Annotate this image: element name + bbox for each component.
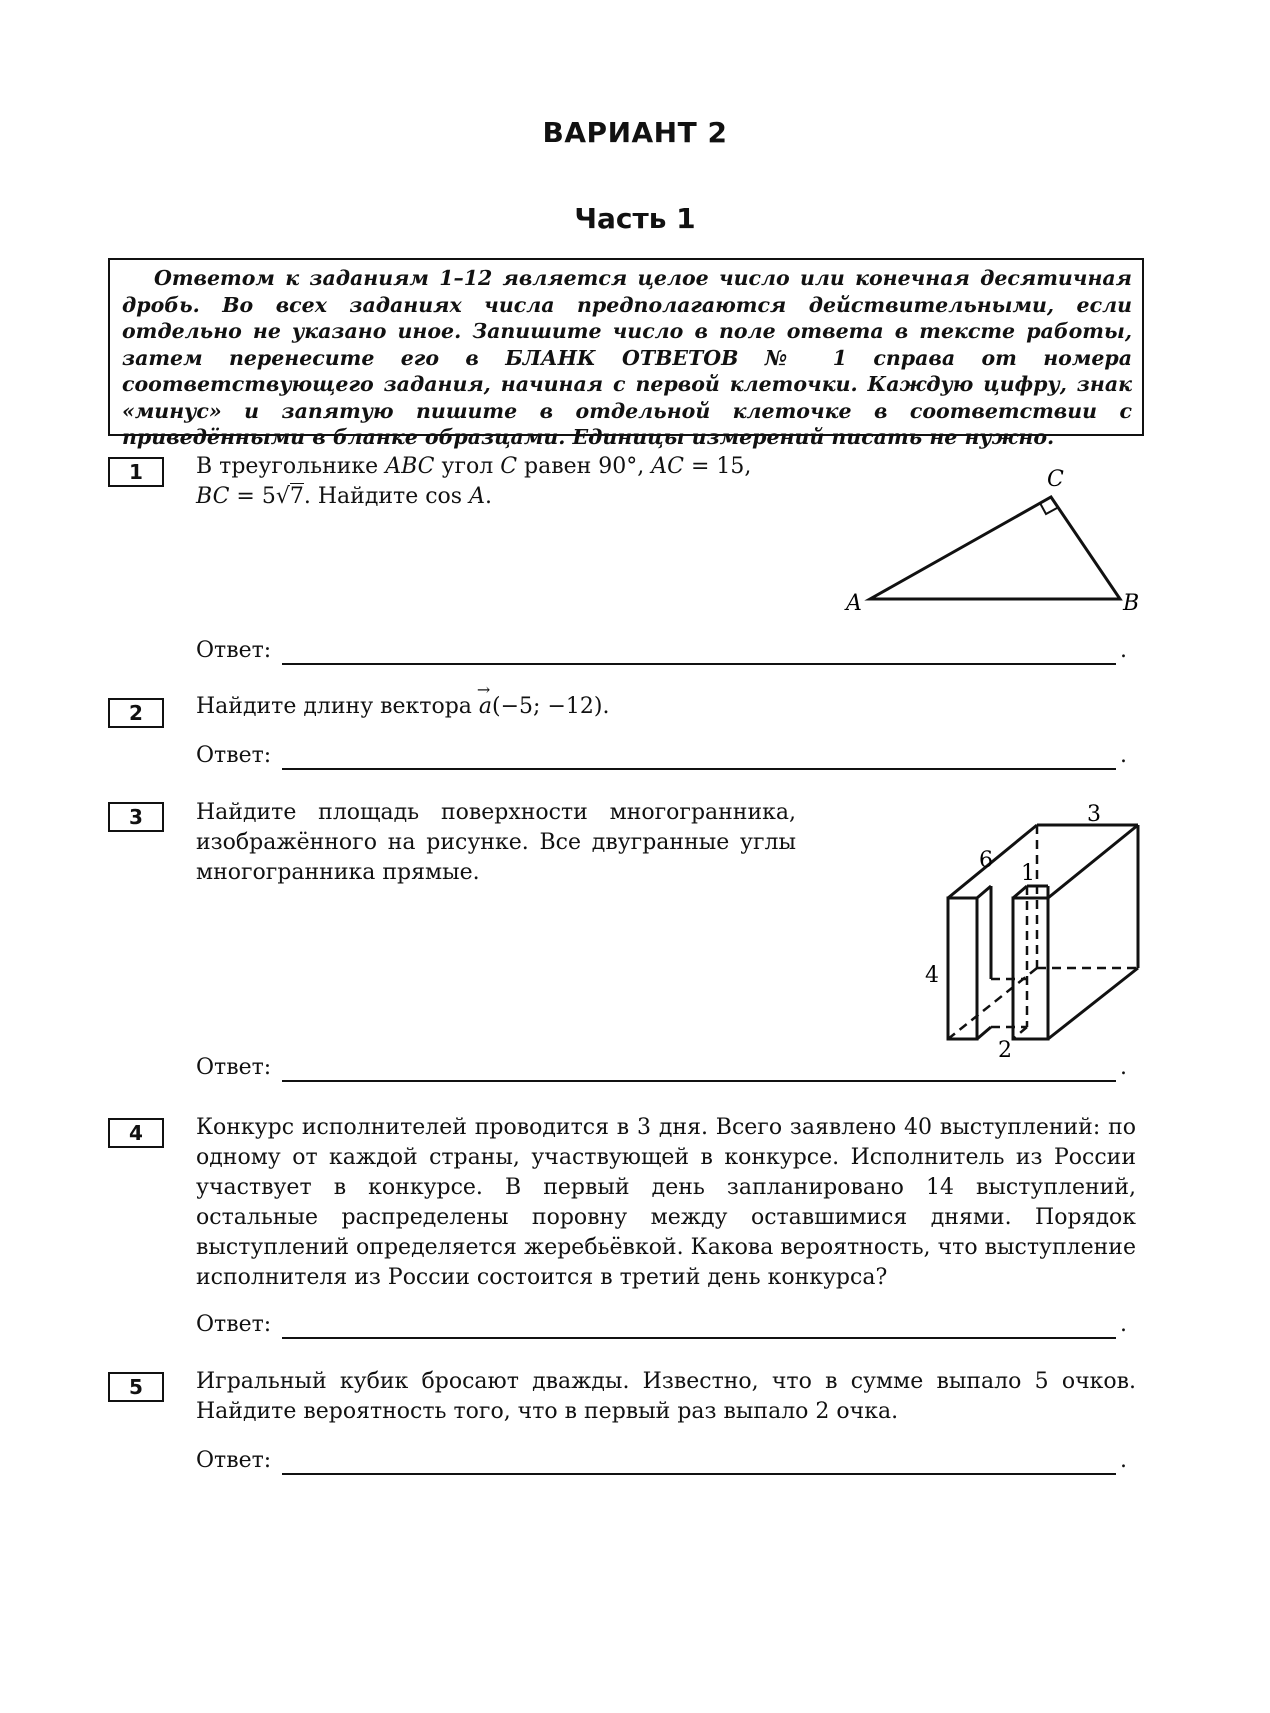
answer-end: . bbox=[1120, 1055, 1127, 1080]
task-2-answer bbox=[196, 741, 1136, 773]
task-1-part: = 5 bbox=[229, 484, 276, 509]
triangle-abc bbox=[870, 497, 1120, 599]
vector-letter: a bbox=[478, 694, 493, 719]
triangle-figure bbox=[835, 455, 1155, 620]
label-c: C bbox=[1047, 467, 1064, 492]
part-title: Часть 1 bbox=[574, 202, 696, 235]
label-b: B bbox=[1123, 591, 1140, 616]
task-1-part: угол bbox=[434, 454, 501, 479]
polyhedron-solid-edges bbox=[948, 825, 1138, 1039]
task-1-part: В треугольнике bbox=[196, 454, 386, 479]
sqrt-radicand: 7 bbox=[289, 484, 304, 509]
answer-field[interactable] bbox=[282, 1080, 1116, 1082]
instructions-box: Ответом к заданиям 1–12 является целое число или конечная десятичная дробь. Во всех заданиях числа предполагаются действительными, если отдельно не указано иное. Запишите число в поле ответа в тексте работы, затем перенесите его в БЛАНК ОТВЕТОВ № 1 справа от номера соответствующего задания, начиная с первой клеточки. Каждую цифру, знак «минус» и запятую пишите в отдельной клеточке в соответствии с приведёнными в бланке образцами. Единицы измерений писать не нужно. bbox=[108, 258, 1144, 436]
answer-end: . bbox=[1120, 743, 1127, 768]
task-5-answer bbox=[196, 1446, 1136, 1478]
task-1-var: AC bbox=[651, 454, 684, 479]
label-a: A bbox=[846, 591, 862, 616]
task-3-answer bbox=[196, 1053, 1136, 1085]
vector-a bbox=[476, 680, 493, 722]
label-6: 6 bbox=[979, 848, 993, 873]
vector-arrow: → bbox=[476, 680, 491, 699]
task-1-number: 1 bbox=[108, 457, 164, 487]
label-1: 1 bbox=[1021, 861, 1035, 886]
answer-label: Ответ: bbox=[196, 743, 272, 768]
answer-label: Ответ: bbox=[196, 1448, 272, 1473]
task-1-part: равен 90°, bbox=[517, 454, 652, 479]
task-1-part: . Найдите cos bbox=[303, 484, 470, 509]
answer-field[interactable] bbox=[282, 1337, 1116, 1339]
answer-end: . bbox=[1120, 638, 1127, 663]
task-1-part: . bbox=[484, 484, 492, 509]
answer-end: . bbox=[1120, 1312, 1127, 1337]
polyhedron-figure bbox=[910, 800, 1170, 1062]
task-5-text: Игральный кубик бросают дважды. Известно, что в сумме выпало 5 очков. Найдите вероятность того, что в первый раз выпало 2 очка. bbox=[196, 1369, 1136, 1424]
task-4-answer bbox=[196, 1310, 1136, 1342]
task-1-part: = 15, bbox=[684, 454, 752, 479]
task-1-text bbox=[196, 452, 836, 512]
label-3: 3 bbox=[1087, 802, 1101, 827]
variant-title: ВАРИАНТ 2 bbox=[542, 116, 728, 149]
task-1-var: A bbox=[469, 484, 485, 509]
label-2: 2 bbox=[998, 1038, 1012, 1062]
task-5-number: 5 bbox=[108, 1372, 164, 1402]
sqrt-sign: √ bbox=[275, 484, 290, 509]
task-3-number: 3 bbox=[108, 802, 164, 832]
task-3-text: Найдите площадь поверхности многогранника, изображённого на рисунке. Все двугранные углы многогранника прямые. bbox=[196, 800, 796, 885]
task-2-part: Найдите длину вектора bbox=[196, 694, 479, 719]
task-2-number: 2 bbox=[108, 698, 164, 728]
task-1-var: C bbox=[500, 454, 518, 479]
task-2-part: (−5; −12). bbox=[492, 694, 610, 719]
task-4-text: Конкурс исполнителей проводится в 3 дня. Всего заявлено 40 выступлений: по одному от каждой страны, участвующей в конкурсе. Исполнитель из России участвует в конкурсе. В первый день запланировано 14 выступлений, остальные распределены поровну между оставшимися днями. Порядок выступлений определяется жеребьёвкой. Какова вероятность, что выступление исполнителя из России состоится в третий день конкурса? bbox=[196, 1115, 1136, 1290]
task-1-var: ABC bbox=[385, 454, 435, 479]
label-4: 4 bbox=[925, 963, 939, 988]
task-1-var: BC bbox=[196, 484, 230, 509]
task-2-text bbox=[196, 680, 1096, 722]
task-1-answer bbox=[196, 636, 1136, 668]
task-4-number: 4 bbox=[108, 1118, 164, 1148]
answer-label: Ответ: bbox=[196, 638, 272, 663]
answer-field[interactable] bbox=[282, 768, 1116, 770]
answer-label: Ответ: bbox=[196, 1312, 272, 1337]
answer-field[interactable] bbox=[282, 663, 1116, 665]
answer-field[interactable] bbox=[282, 1473, 1116, 1475]
answer-label: Ответ: bbox=[196, 1055, 272, 1080]
answer-end: . bbox=[1120, 1448, 1127, 1473]
